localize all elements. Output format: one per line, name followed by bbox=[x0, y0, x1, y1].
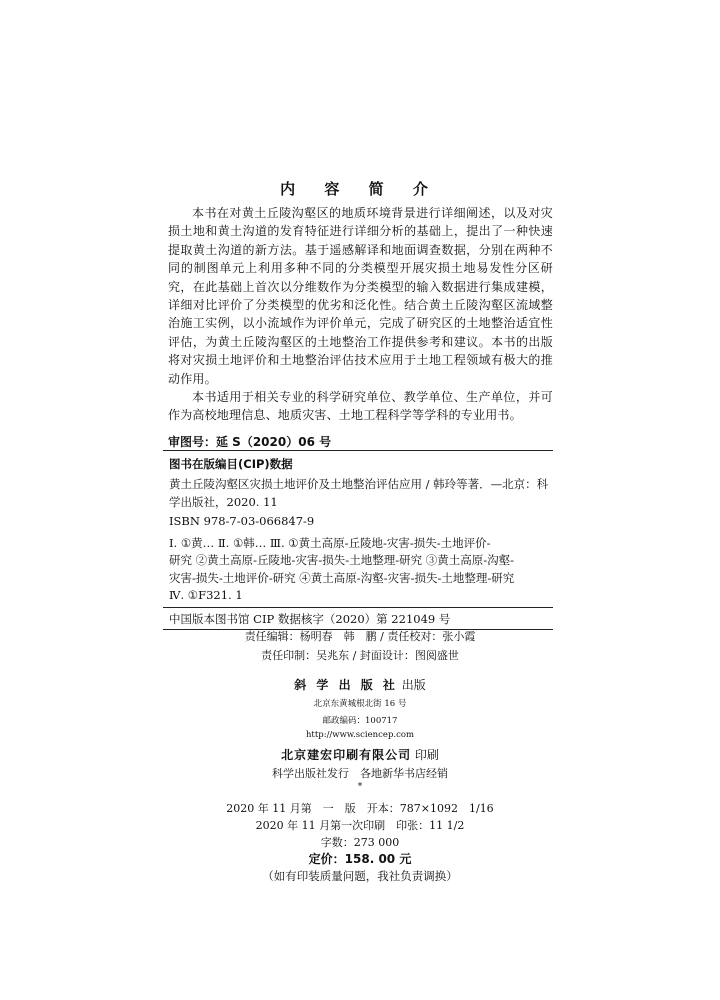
summary-section bbox=[168, 204, 553, 425]
edition-line: 2020 年 11 月第 一 版 开本：787×1092 1/16 bbox=[226, 802, 494, 815]
word-count: 字数：273 000 bbox=[320, 836, 400, 849]
credits-production: 责任印制：吴兆东 / 封面设计：图阅盛世 bbox=[261, 649, 459, 662]
cip-main-entry: 黄土丘陵沟壑区灾损土地评价及土地整治评估应用 / 韩玲等著．—北京：科学出版社，2020. 11 bbox=[169, 477, 549, 509]
publisher-zip: 邮政编码：100717 bbox=[322, 716, 398, 726]
publisher-line bbox=[0, 676, 720, 693]
printing-line: 2020 年 11 月第一次印刷 印张：11 1/2 bbox=[255, 819, 465, 832]
summary-paragraph: 本书在对黄土丘陵沟壑区的地质环境背景进行详细阐述，以及对灾损土地和黄土沟道的发育特征进行详细分析的基础上，提出了一种快速提取黄土沟道的新方法。基于遥感解译和地面调查数据，分别在两种不同的制图单元上利用多种不同的分类模型开展灾损土地易发性分区研究，在此基础上首次以分维数作为分类模型的输入数据进行集成建模，详细对比评价了分类模型的优劣和泛化性。结合黄土丘陵沟壑区流域整治施工实例，以小流域作为评价单元，完成了研究区的土地整治适宜性评估，为黄土丘陵沟壑区的土地整治工作提供参考和建议。本书的出版将对灾损土地评价和土地整治评估技术应用于土地工程领域有极大的推动作用。 bbox=[168, 206, 553, 386]
price: 定价：158. 00 元 bbox=[308, 852, 412, 866]
map-approval-number: 审图号：延 S（2020）06 号 bbox=[168, 435, 332, 449]
cip-classification-line: Ⅰ. ①黄… Ⅱ. ①韩… Ⅲ. ①黄土高原-丘陵地-灾害-损失-土地评价- bbox=[169, 535, 491, 550]
publisher-website: http://www.sciencep.com bbox=[305, 730, 415, 740]
cip-classification-line: 灾害-损失-土地评价-研究 ④黄土高原-沟壑-灾害-损失-土地整理-研究 bbox=[169, 570, 515, 585]
distribution-line: 科学出版社发行 各地新华书店经销 bbox=[272, 767, 448, 780]
separator-star: * bbox=[357, 782, 363, 792]
cip-classification bbox=[163, 531, 553, 605]
printer-name: 北京建宏印刷有限公司 bbox=[281, 748, 412, 762]
cip-verification: 中国版本图书馆 CIP 数据核字（2020）第 221049 号 bbox=[163, 607, 553, 627]
cip-data-block bbox=[163, 450, 553, 630]
printer-line bbox=[0, 746, 720, 763]
publisher-name: 斜 学 出 版 社 bbox=[294, 678, 398, 692]
printer-suffix: 印刷 bbox=[414, 748, 439, 762]
credits-editors: 责任编辑：杨明春 韩 鹏 / 责任校对：张小霞 bbox=[244, 630, 476, 643]
cip-isbn: ISBN 978-7-03-066847-9 bbox=[169, 514, 315, 528]
quality-note: （如有印装质量问题，我社负责调换） bbox=[262, 869, 458, 883]
page-title: 内 容 简 介 bbox=[280, 180, 440, 198]
cip-classification-line: 研究 ②黄土高原-丘陵地-灾害-损失-土地整理-研究 ③黄土高原-沟壑- bbox=[169, 553, 515, 567]
publisher-suffix: 出版 bbox=[401, 678, 426, 692]
cip-heading: 图书在版编目(CIP)数据 bbox=[169, 457, 293, 471]
cip-classification-line: Ⅳ. ①F321. 1 bbox=[169, 588, 243, 602]
summary-paragraph: 本书适用于相关专业的科学研究单位、教学单位、生产单位，并可作为高校地理信息、地质灾害、土地工程科学等学科的专业用书。 bbox=[168, 390, 553, 423]
publisher-address: 北京东黄城根北街 16 号 bbox=[313, 699, 407, 709]
